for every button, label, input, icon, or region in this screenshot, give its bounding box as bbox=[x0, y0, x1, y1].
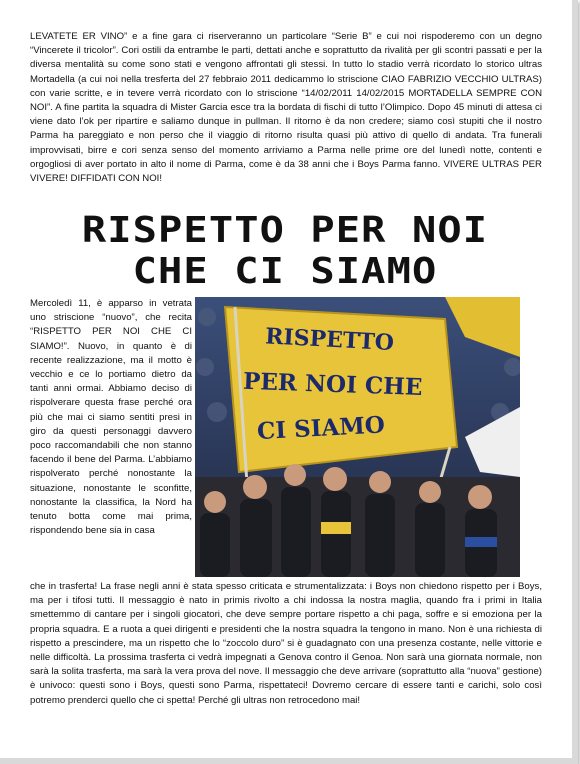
column-paragraph: Mercoledì 11, è apparso in vetrata uno striscione “nuovo”, che recita “RISPETTO PER NOI CHE CI SIAMO!”. Nuovo, in quanto è di recente realizzazione, ma il motto è vecchio e ce lo portiamo dietro da tanti anni ormai. Abbiamo deciso di rispolverare questa frase perché ora più che mai ci siamo sentiti presi in giro da questi personaggi davvero poco raccomandabili che non stanno facendo il bene del Parma. L’abbiamo rispolverato perché nonostante la situazione, nonostante le sconfitte, nonostante la classifica, la Nord ha tenuto botta come mai prima, rispondendo bene sia in casa bbox=[30, 298, 192, 537]
yellow-banner bbox=[225, 307, 457, 472]
continuation-paragraph: che in trasferta! La frase negli anni è stata spesso criticata e strumentalizzata: i Boys non chiedono rispetto per i Boys, ma per i tifosi tutti. Il messaggio è nato in primis rivolto a chi indossa la nostra maglia, quando fra i primi in Italia smettemmo di cantare per i singoli giocatori, che deve sempre portare rispetto a chi paga, soffre e si emoziona per la propria squadra. E a ruota a quei dirigenti e presidenti che la nostra squadra la tengono in mano. Non è una richiesta di rispetto a prescindere, ma un rispetto che lo “zoccolo duro” si è guadagnato con una presenza costante, nelle vittorie e nelle difficoltà. La prossima trasferta ci vedrà impegnati a Genova contro il Genoa. Non sarà una giornata normale, non sarà la solita trasferta, ma sarà la vera prova del nove. Il messaggio che deve arrivare (soprattutto alla “nuova” gestione) è univoco: questi sono i Boys, questi sono Parma, rispettateci! Dovremo cercare di essere tanti e carichi, solo così potremo prenderci quello che ci spetta! Perché gli ultras non retrocedono mai! bbox=[30, 581, 542, 706]
intro-paragraph: LEVATETE ER VINO” e a fine gara ci riserveranno un particolare “Serie B” e cui noi rispoderemo con un degno “Vincerete il tricolor”. Cori ostili da entrambe le parti, dettati anche e soprattutto da rivalità per gli scontri passati e per la diversa mentalità su come sono stati e vengono affrontati gli stessi. In tutto lo stadio verrà ricordato lo storico ultras Mortadella (a cui noi nella tresferta del 27 febbraio 2011 dedicammo lo striscione CIAO FABRIZIO VECCHIO ULTRAS) con varie scritte, e in tevere verrà ricordato con lo striscione “14/02/2011 14/02/2015 MORTADELLA SEMPRE CON NOI”. A fine partita la squadra di Mister Garcia esce tra la bordata di fischi di tutto l’Olimpico. Dopo 45 minuti di attesa ci viene dato l’ok per ripartire e saliamo dunque in pullman. Il ritorno è da non credere; siamo così stupiti che il nostro Parma ha pareggiato e non perso che il viaggio di ritorno risulta quasi più attivo di quello di andata. Tra funerali improvvisati, birre e cori senza senso del momento arriviamo a Parma nelle prime ore del lunedì notte, contenti e orgogliosi di aver portato in alto il nome di Parma, come è da 38 anni che i Boys Parma fanno. VIVERE ULTRAS PER VIVERE! DIFFIDATI CON NOI! bbox=[30, 31, 542, 185]
headline-line-2: CHE CI SIAMO bbox=[132, 251, 438, 292]
banner-photo bbox=[195, 297, 520, 577]
headline-line-1: RISPETTO PER NOI bbox=[81, 210, 489, 251]
article-headline bbox=[0, 210, 580, 292]
front-crowd bbox=[195, 464, 520, 577]
banner-photo-illustration bbox=[195, 297, 520, 577]
banner-text-line-1: RISPETTO bbox=[264, 323, 395, 357]
banner-text-line-3: CI SIAMO bbox=[256, 411, 386, 446]
banner-text-line-2: PER NOI CHE bbox=[242, 367, 423, 402]
